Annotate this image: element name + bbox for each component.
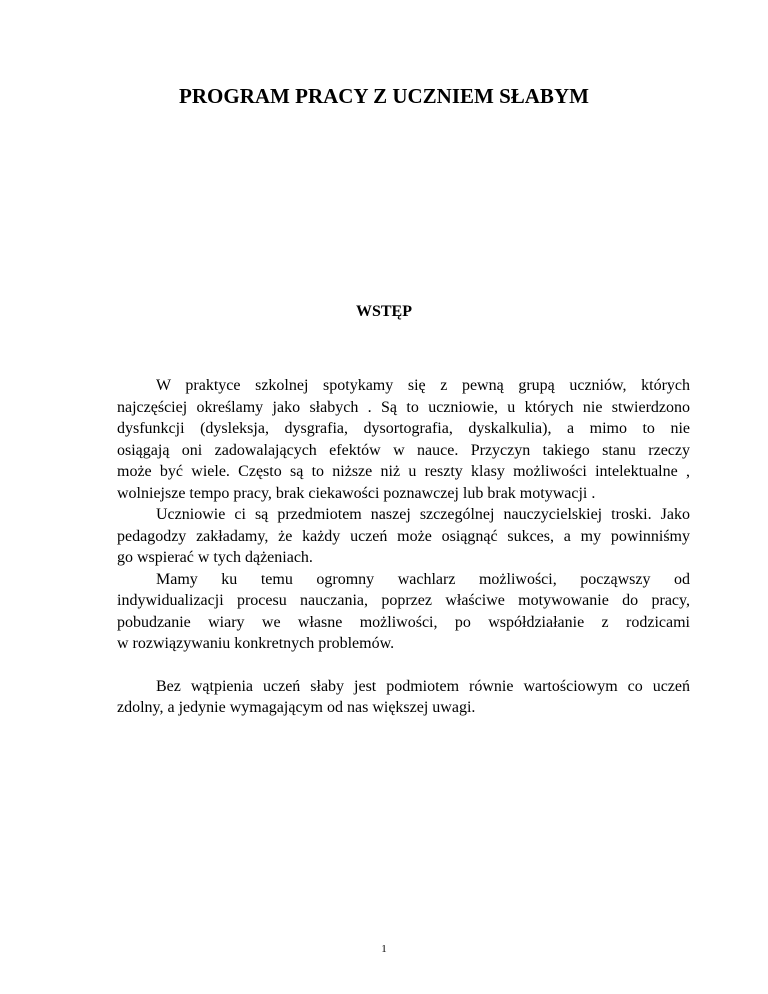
text-line: Mamy ku temu ogromny wachlarz możliwości, począwszy od: [156, 570, 690, 588]
text-line: pobudzanie wiary we własne możliwości, po współdziałanie z rodzicami: [117, 613, 690, 631]
text-line: Uczniowie ci są przedmiotem naszej szczególnej nauczycielskiej troski. Jako: [156, 506, 690, 523]
text-line: najczęściej określamy jako słabych . Są to uczniowie, u których nie stwierdzono: [117, 398, 690, 416]
text-line: W praktyce szkolnej spotykamy się z pewną grupą uczniów, których: [156, 377, 690, 394]
text-line: Bez wątpienia uczeń słaby jest podmiotem równie wartościowym co uczeń: [156, 677, 690, 695]
text-line: w rozwiązywaniu konkretnych problemów.: [117, 635, 395, 652]
text-line: zdolny, a jedynie wymagającym od nas większej uwagi.: [117, 699, 476, 716]
paragraph-4: [78, 676, 690, 719]
page-number: 1: [381, 943, 387, 955]
body-text: [78, 375, 690, 719]
section-heading-intro: WSTĘP: [355, 303, 412, 320]
paragraph-2: [78, 504, 690, 569]
text-line: pedagodzy zakładamy, że każdy uczeń może osiągnąć sukces, a my powinniśmy: [117, 527, 690, 545]
text-line: indywidualizacji procesu nauczania, poprzez właściwe motywowanie do pracy,: [117, 592, 690, 609]
page-title: PROGRAM PRACY Z UCZNIEM SŁABYM: [179, 84, 589, 108]
paragraph-1: [78, 375, 690, 504]
text-line: dysfunkcji (dysleksja, dysgrafia, dysortografia, dyskalkulia), a mimo to nie: [117, 420, 690, 437]
text-line: osiągają oni zadowalających efektów w nauce. Przyczyn takiego stanu rzeczy: [117, 441, 690, 459]
text-line: wolniejsze tempo pracy, brak ciekawości poznawczej lub brak motywacji .: [117, 484, 596, 502]
text-line: go wspierać w tych dążeniach.: [117, 549, 313, 566]
paragraph-3: [78, 569, 690, 655]
text-line: może być wiele. Często są to niższe niż u reszty klasy możliwości intelektualne ,: [117, 463, 690, 480]
